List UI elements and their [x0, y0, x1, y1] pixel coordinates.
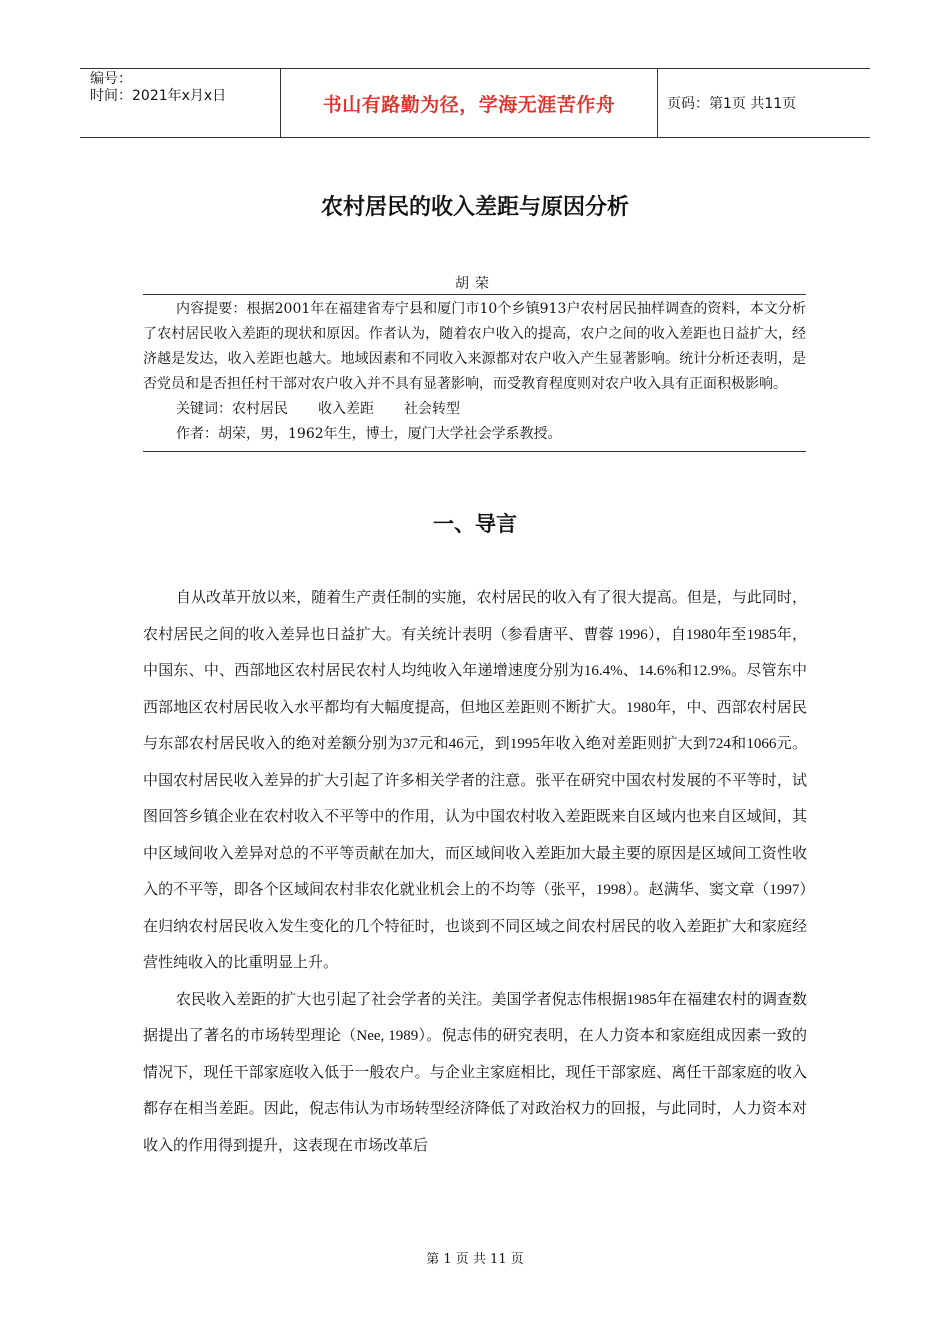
page-footer: 第 1 页 共 11 页	[426, 1252, 524, 1267]
header-page-cell	[657, 69, 870, 137]
body-text	[143, 580, 807, 1164]
keyword: 收入差距	[318, 401, 374, 417]
page-info: 页码：第1页 共11页	[667, 96, 797, 112]
time-label: 时间：2021年x月x日	[90, 88, 227, 104]
keywords-label: 关键词：	[176, 401, 232, 417]
motto: 书山有路勤为径，学海无涯苦作舟	[322, 93, 616, 116]
abstract-summary: 内容提要：根据2001年在福建省寿宁县和厦门市10个乡镇913户农村居民抽样调查的资料，本文分析了农村居民收入差距的现状和原因。作者认为，随着农户收入的提高，农户之间的收入差距也日益扩大，经济越是发达，收入差距也越大。地域因素和不同收入来源都对农户收入产生显著影响。统计分析还表明，是否党员和是否担任村干部对农户收入并不具有显著影响，而受教育程度则对农户收入具有正面积极影响。	[143, 301, 806, 392]
header-motto-cell	[280, 69, 658, 137]
author-name: 胡荣	[455, 276, 495, 292]
keyword: 社会转型	[404, 401, 460, 417]
abstract-box	[143, 294, 806, 452]
document-title: 农村居民的收入差距与原因分析	[320, 195, 629, 220]
number-label: 编号：	[90, 71, 132, 87]
document-header	[80, 68, 870, 138]
keywords-line	[143, 397, 806, 422]
header-meta	[80, 69, 280, 137]
section-heading: 一、导言	[433, 512, 517, 536]
paragraph: 自从改革开放以来，随着生产责任制的实施，农村居民的收入有了很大提高。但是，与此同时，农村居民之间的收入差异也日益扩大。有关统计表明（参看唐平、曹蓉 1996），自1980年至1985年，中国东、中、西部地区农村居民农村人均纯收入年递增速度分别为16.4%、14.6%和12.9%。尽管东中西部地区农村居民收入水平都均有大幅度提高，但地区差距则不断扩大。1980年，中、西部农村居民与东部农村居民收入的绝对差额分别为37元和46元，到1995年收入绝对差距则扩大到724和1066元。中国农村居民收入差异的扩大引起了许多相关学者的注意。张平在研究中国农村发展的不平等时，试图回答乡镇企业在农村收入不平等中的作用，认为中国农村收入差距既来自区域内也来自区域间，其中区域间收入差异对总的不平等贡献在加大，而区域间收入差距加大最主要的原因是区域间工资性收入的不平等，即各个区域间农村非农化就业机会上的不均等（张平，1998）。赵满华、窦文章（1997）在归纳农村居民收入发生变化的几个特征时，也谈到不同区域之间农村居民的收入差距扩大和家庭经营性纯收入的比重明显上升。	[143, 590, 807, 971]
author-info: 作者：胡荣，男，1962年生，博士，厦门大学社会学系教授。	[176, 426, 562, 442]
paragraph: 农民收入差距的扩大也引起了社会学者的关注。美国学者倪志伟根据1985年在福建农村的调查数据提出了著名的市场转型理论（Nee, 1989）。倪志伟的研究表明，在人力资本和家庭组成因素一致的情况下，现任干部家庭收入低于一般农户。与企业主家庭相比，现任干部家庭、离任干部家庭的收入都存在相当差距。因此，倪志伟认为市场转型经济降低了对政治权力的回报，与此同时，人力资本对收入的作用得到提升，这表现在市场改革后	[143, 991, 807, 1154]
keyword: 农村居民	[232, 401, 288, 417]
